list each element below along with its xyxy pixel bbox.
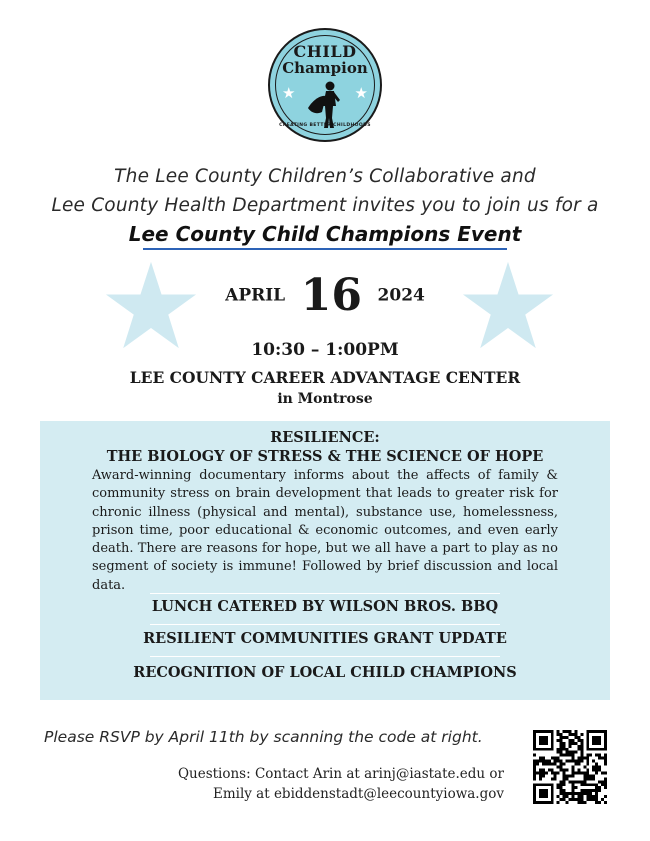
qr-code-icon[interactable] (533, 730, 607, 804)
program-item-grant-update: RESILIENT COMMUNITIES GRANT UPDATE (143, 630, 507, 647)
logo-star-left-icon: ★ (282, 84, 296, 102)
panel-divider (150, 593, 500, 594)
logo-title-child: CHILD (293, 42, 357, 61)
program-description: Award-winning documentary informs about the affects of family & community stress on brain development that leads to greater risk for chronic illness (physical and mental), substance use, homelessness, prison time, poor educational & economic outcomes, and even early death. There are reasons for hope, but we all have a part to play as no segment of society is immune! Followed by brief discussion and local data. (92, 468, 558, 593)
program-subheading: THE BIOLOGY OF STRESS & THE SCIENCE OF HOPE (106, 448, 544, 465)
event-date (0, 270, 650, 321)
contact-line-2: Emily at ebiddenstadt@leecountyiowa.gov (212, 786, 504, 802)
panel-divider (150, 656, 500, 657)
event-title: Lee County Child Champions Event (128, 222, 522, 246)
program-item-recognition: RECOGNITION OF LOCAL CHILD CHAMPIONS (133, 664, 517, 681)
program-heading: RESILIENCE: (270, 429, 380, 446)
panel-divider (150, 624, 500, 625)
contact-line-1: Questions: Contact Arin at arinj@iastate.edu or (177, 766, 504, 782)
rsvp-text: Please RSVP by April 11th by scanning the code at right. (44, 728, 483, 746)
date-day: 16 (300, 270, 362, 321)
logo-star-right-icon: ★ (354, 84, 368, 102)
logo-title-champion: Champion (282, 59, 368, 77)
venue-location: in Montrose (277, 391, 373, 407)
venue-name: LEE COUNTY CAREER ADVANTAGE CENTER (129, 368, 521, 387)
intro-line-2: Lee County Health Department invites you to join us for a (51, 195, 599, 216)
logo-tagline: CREATING BETTER CHILDHOODS (279, 123, 371, 128)
program-item-lunch: LUNCH CATERED BY WILSON BROS. BBQ (151, 598, 499, 615)
event-title-underline (143, 248, 507, 250)
child-champion-logo (268, 28, 382, 142)
date-year: 2024 (377, 285, 425, 306)
date-month: APRIL (225, 285, 286, 306)
intro-line-1: The Lee County Children’s Collaborative and (114, 166, 536, 187)
event-time: 10:30 – 1:00PM (251, 340, 399, 360)
